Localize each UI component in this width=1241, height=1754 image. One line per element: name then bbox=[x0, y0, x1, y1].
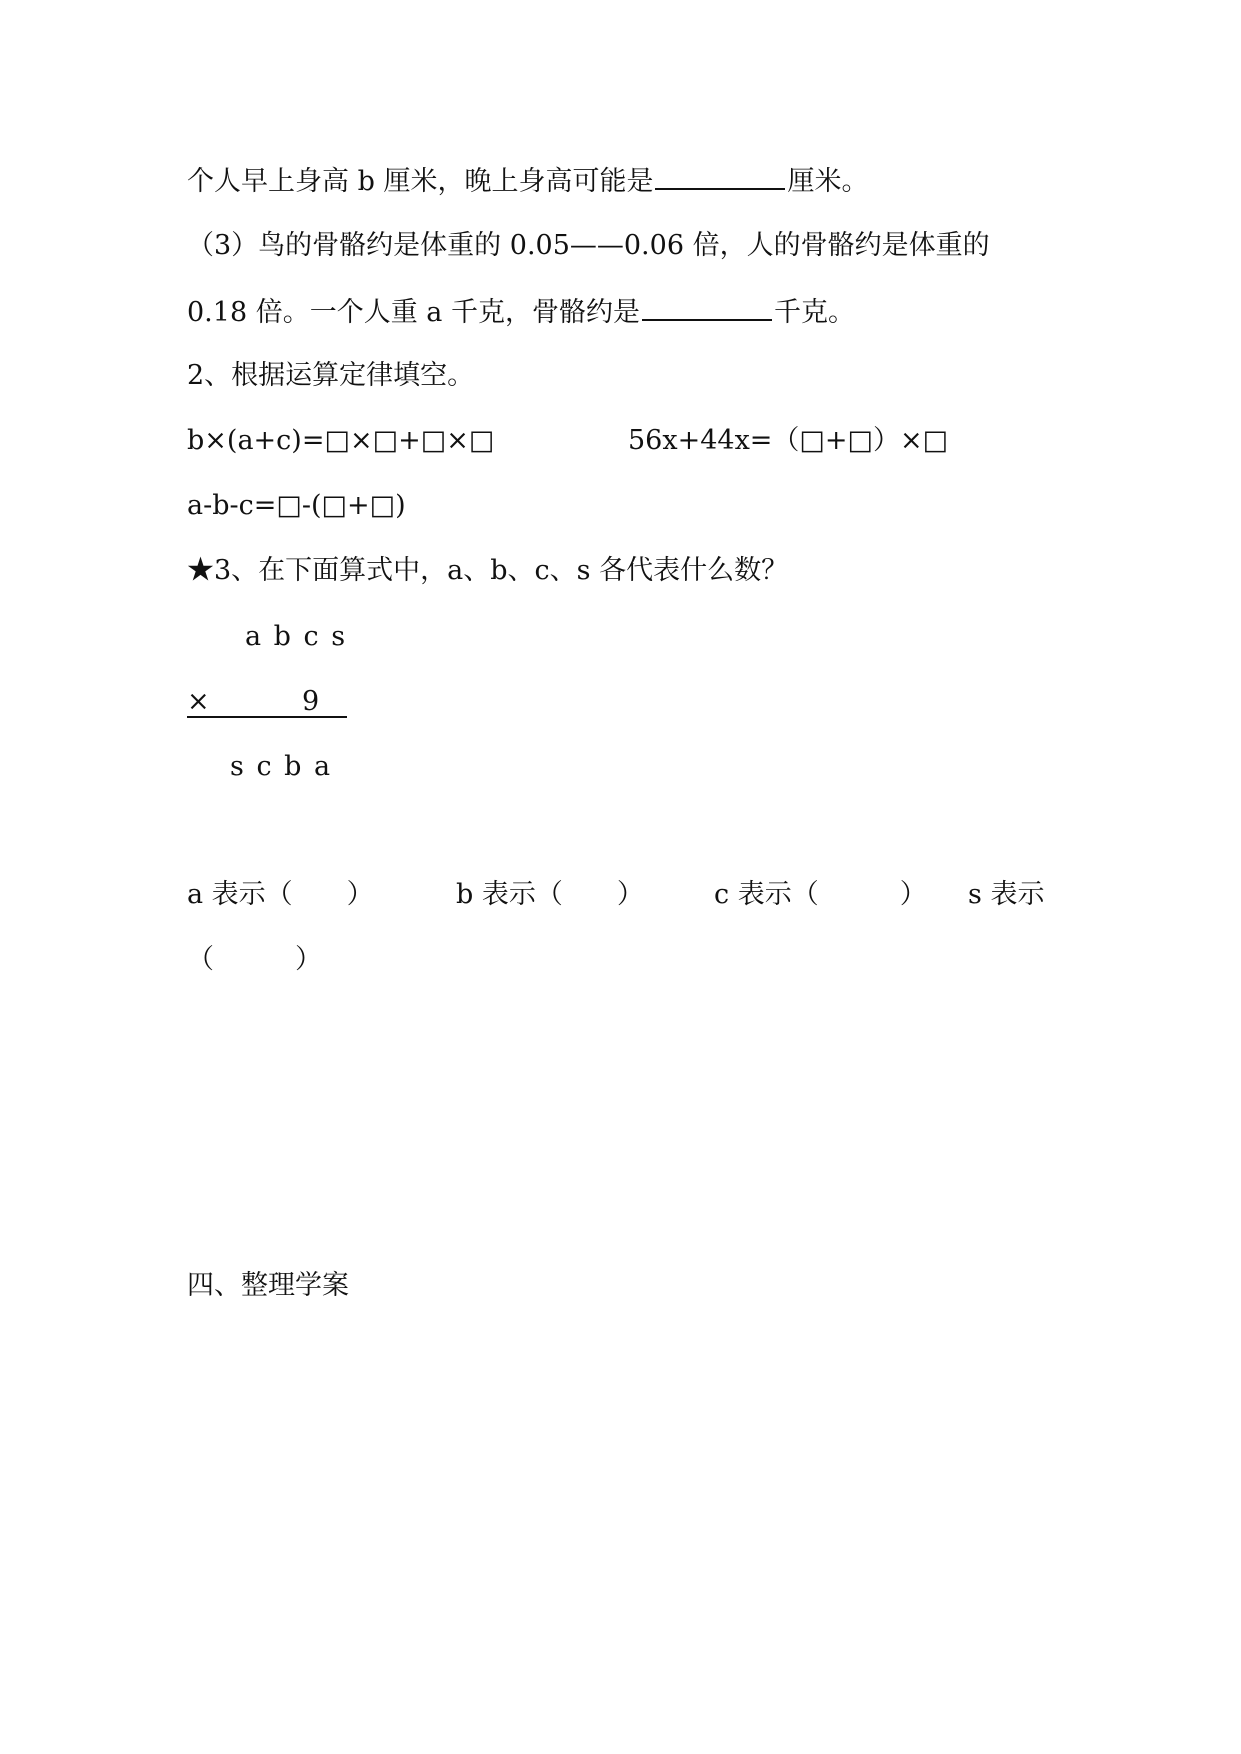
q2-title: 2、根据运算定律填空。 bbox=[187, 360, 475, 391]
answer-c[interactable]: c 表示（ ） bbox=[714, 879, 927, 910]
mult-multiplier: 9 bbox=[302, 686, 320, 717]
answer-blank-height[interactable] bbox=[655, 162, 785, 190]
q1-3-line2 bbox=[187, 293, 855, 331]
q2-equation-3: a-b-c=□-(□+□) bbox=[187, 490, 406, 521]
q1-continuation-line bbox=[187, 162, 868, 200]
mult-top-number: a b c s bbox=[245, 621, 348, 652]
mult-result: s c b a bbox=[230, 751, 333, 782]
q3-title: ★3、在下面算式中，a、b、c、s 各代表什么数？ bbox=[187, 555, 789, 586]
answer-blank-bone[interactable] bbox=[642, 293, 772, 321]
answer-s-label: s 表示 bbox=[968, 879, 1045, 910]
q1-3-text-before: 0.18 倍。一个人重 a 千克，骨骼约是 bbox=[187, 297, 640, 328]
answer-s-paren[interactable]: （ ） bbox=[187, 944, 322, 975]
q2-equation-1: b×(a+c)=□×□+□×□ bbox=[187, 425, 495, 456]
q1-3-text-after: 千克。 bbox=[773, 297, 855, 328]
answer-b[interactable]: b 表示（ ） bbox=[456, 879, 644, 910]
q1-text-after: 厘米。 bbox=[787, 166, 869, 197]
q1-3-line1: （3）鸟的骨骼约是体重的 0.05——0.06 倍，人的骨骼约是体重的 bbox=[187, 230, 990, 261]
q2-equation-2: 56x+44x=（□+□）×□ bbox=[628, 425, 949, 456]
section-4-title: 四、整理学案 bbox=[187, 1270, 349, 1301]
mult-underline bbox=[187, 716, 347, 718]
q1-text-before: 个人早上身高 b 厘米，晚上身高可能是 bbox=[187, 166, 654, 197]
answer-a[interactable]: a 表示（ ） bbox=[187, 879, 374, 910]
mult-operator: × bbox=[187, 686, 210, 717]
